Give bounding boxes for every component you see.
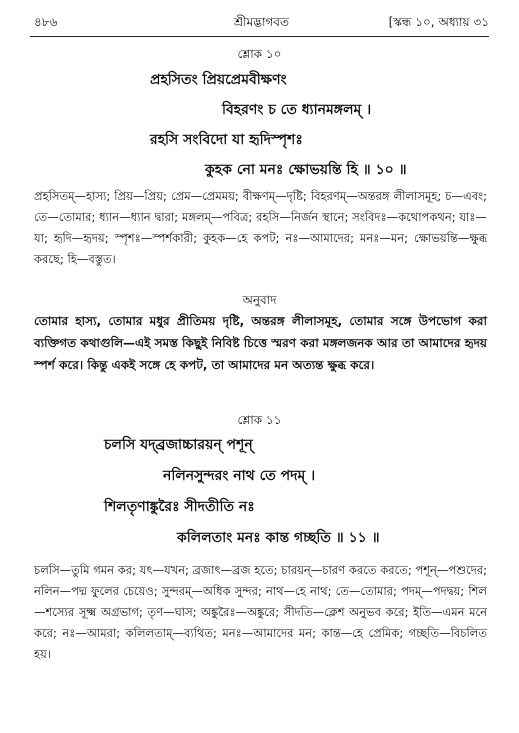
verse-10-translation: তোমার হাস্য, তোমার মধুর প্রীতিময় দৃষ্টি, অন্তরঙ্গ লীলাসমূহ, তোমার সঙ্গে উপভোগ করা ব্যক্তিগত কথাগুলি—এই সমস্ত কিছুই নিবিষ্ট চিত্তে স্মরণ করা মঙ্গলজনক আর তা আমাদের হৃদয় স্পর্শ করে। কিন্তু একই সঙ্গে হে কপট, তা আমাদের মন অত্যন্ত ক্ষুব্ধ করে। [34,314,487,372]
verse-11-heading: শ্লোক ১১ [237,413,282,427]
verse-10-line-4: কুহক নো মনঃ ক্ষোভয়ন্তি হি ॥ ১০ ॥ [205,162,407,178]
verse-10-line-2: বিহরণং চ তে ধ্যানমঙ্গলম্ । [222,102,372,118]
header-rule [30,36,489,37]
verse-10-heading: শ্লোক ১০ [237,47,282,61]
chapter-reference: [স্কন্ধ ১০, অধ্যায় ৩১ [388,15,489,29]
verse-11-line-4: কলিলতাং মনঃ কান্ত গচ্ছতি ॥ ১১ ॥ [177,530,380,546]
page-header [34,14,489,34]
verse-11-line-2: নলিনসুন্দরং নাথ তে পদম্ । [163,468,316,484]
verse-11-line-1: চলসি যদ্‌ব্রজাচ্চারয়ন্ পশূন্ [104,437,253,453]
verse-10-synonyms: প্রহসিতম্—হাস্য; প্রিয়—প্রিয়; প্রেম—প্রেমময়; বীক্ষণম্—দৃষ্টি; বিহরণম্—অন্তরঙ্গ লীলাসমূহ; চ—এবং; তে—তোমার; ধ্যান—ধ্যান দ্বারা; মঙ্গলম্—পবিত্র; রহসি—নির্জন স্থানে; সংবিদঃ—কথোপকথন; যাঃ—যা; হৃদি—হৃদয়; স্পৃশঃ—স্পর্শকারী; কুহক—হে কপট; নঃ—আমাদের; মনঃ—মন; ক্ষোভয়ন্তি—ক্ষুব্ধ করছে; হি—বস্তুত। [34,189,487,266]
verse-11-line-3: শিলতৃণাঙ্কুরৈঃ সীদতীতি নঃ [104,499,255,515]
translation-heading: অনুবাদ [242,293,277,307]
page-number: ৪৮৬ [34,15,58,29]
book-title: শ্রীমদ্ভাগবত [233,15,289,29]
verse-11-synonyms: চলসি—তুমি গমন কর; যৎ—যখন; ব্রজাৎ—ব্রজ হতে; চারয়ন্—চারণ করতে করতে; পশূন্—পশুদের; নলিন—পদ্ম ফুলের চেয়েও; সুন্দরম্—অধিক সুন্দর; নাথ—হে নাথ; তে—তোমার; পদম্—পদদ্বয়; শিল—শস্যের সূক্ষ্ম অগ্রভাগ; তৃণ—ঘাস; অঙ্কুরৈঃ—অঙ্কুরে; সীদতি—ক্লেশ অনুভব করে; ইতি—এমন মনে করে; নঃ—আমরা; কলিলতাম্—ব্যথিত; মনঃ—আমাদের মন; কান্ত—হে প্রেমিক; গচ্ছতি—বিচলিত হয়। [34,563,487,661]
verse-10-line-3: রহসি সংবিদো যা হৃদিস্পৃশঃ [150,132,303,148]
verse-10-line-1: প্রহসিতং প্রিয়প্রেমবীক্ষণং [150,72,287,88]
